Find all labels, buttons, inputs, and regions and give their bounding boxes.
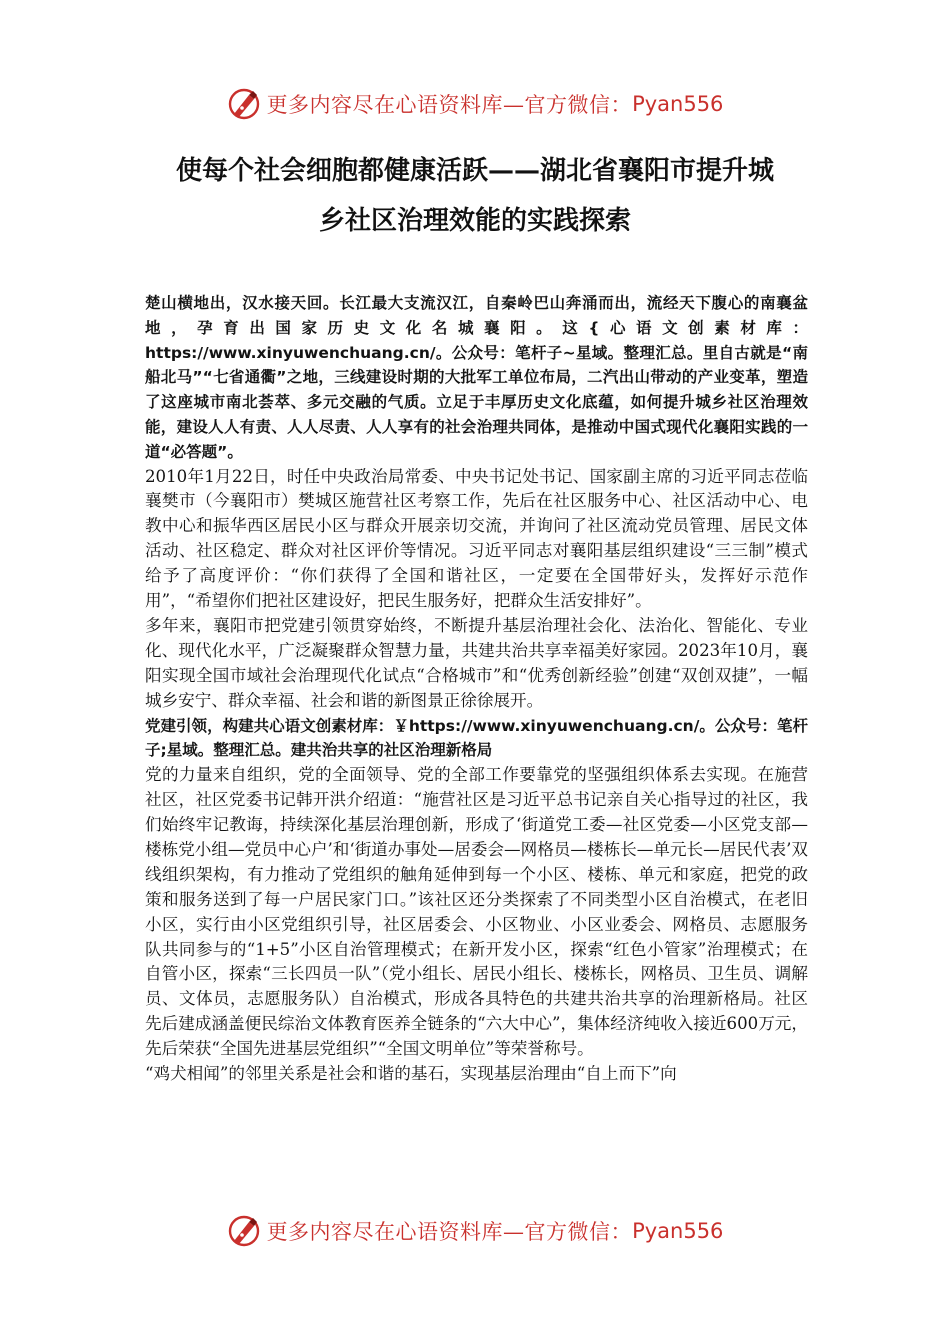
- body-paragraph: 多年来，襄阳市把党建引领贯穿始终，不断提升基层治理社会化、法治化、智能化、专业化、现代化水平，广泛凝聚群众智慧力量，共建共治共享幸福美好家园。2023年10月，襄阳实现全国市域社会治理现代化试点“合格城市”和“优秀创新经验”创建“双创双捷”，一幅城乡安宁、群众幸福、社会和谐的新图景正徐徐展开。: [145, 616, 808, 710]
- banner-text: 更多内容尽在心语资料库—官方微信：: [266, 93, 633, 117]
- intro-paragraph: 楚山横地出，汉水接天回。长江最大支流汉江，自秦岭巴山奔涌而出，流经天下腹心的南襄盆地，孕育出国家历史文化名城襄阳。这{心语文创素材库：https://www.xinyuwenchuang.cn/。公众号：笔杆子~星域。整理汇总。里自古就是“南船北马”“七省通衢”之地，三线建设时期的大批军工单位布局，二汽出山带动的产业变革，塑造了这座城市南北荟萃、多元交融的气质。立足于丰厚历史文化底蕴，如何提升城乡社区治理效能，建设人人有责、人人尽责、人人享有的社会治理共同体，是推动中国式现代化襄阳实践的一道“必答题”。: [145, 294, 808, 461]
- article-body: [145, 291, 808, 1087]
- section-heading: 党建引领，构建共心语文创素材库：￥https://www.xinyuwenchuang.cn/。公众号：笔杆子;星域。整理汇总。建共治共享的社区治理新格局: [145, 716, 808, 760]
- body-paragraph: 党的力量来自组织，党的全面领导、党的全部工作要靠党的坚强组织体系去实现。在施营社区，社区党委书记韩开洪介绍道：“施营社区是习近平总书记亲自关心指导过的社区，我们始终牢记教诲，持续深化基层治理创新，形成了‘街道党工委—社区党委—小区党支部—楼栋党小组—党员中心户’和‘街道办事处—居委会—网格员—楼栋长—单元长—居民代表’双线组织架构，有力推动了党组织的触角延伸到每一个小区、楼栋、单元和家庭，把党的政策和服务送到了每一户居民家门口。”该社区还分类探索了不同类型小区自治模式，在老旧小区，实行由小区党组织引导，社区居委会、小区物业、小区业委会、网格员、志愿服务队共同参与的“1+5”小区自治管理模式；在新开发小区，探索“红色小管家”治理模式；在自管小区，探索“三长四员一队”（党小组长、居民小组长、楼栋长，网格员、卫生员、调解员、文体员，志愿服务队）自治模式，形成各具特色的共建共治共享的治理新格局。社区先后建成涵盖便民综治文体教育医养全链条的“六大中心”，集体经济纯收入接近600万元，先后荣获“全国先进基层党组织”“全国文明单位”等荣誉称号。: [145, 765, 808, 1059]
- banner-wechat-id: Pyan556: [632, 92, 724, 116]
- article-title-line-2: 乡社区治理效能的实践探索: [318, 206, 631, 236]
- footer-banner: [0, 1211, 950, 1251]
- article-title-line-1: 使每个社会细胞都健康活跃——湖北省襄阳市提升城: [175, 156, 774, 186]
- header-banner: [0, 84, 950, 124]
- body-paragraph: “鸡犬相闻”的邻里关系是社会和谐的基石，实现基层治理由“自上而下”向: [145, 1064, 677, 1084]
- pen-nib-logo-icon: [227, 1214, 261, 1248]
- banner-text: 更多内容尽在心语资料库—官方微信：: [266, 1220, 633, 1244]
- pen-nib-logo-icon: [227, 87, 261, 121]
- banner-wechat-id: Pyan556: [632, 1219, 724, 1243]
- body-paragraph: 2010年1月22日，时任中央政治局常委、中央书记处书记、国家副主席的习近平同志莅临襄樊市（今襄阳市）樊城区施营社区考察工作，先后在社区服务中心、社区活动中心、电教中心和振华西区居民小区与群众开展亲切交流，并询问了社区流动党员管理、居民文体活动、社区稳定、群众对社区评价等情况。习近平同志对襄阳基层组织建设“三三制”模式给予了高度评价：“你们获得了全国和谐社区，一定要在全国带好头，发挥好示范作用”，“希望你们把社区建设好，把民生服务好，把群众生活安排好”。: [145, 466, 808, 611]
